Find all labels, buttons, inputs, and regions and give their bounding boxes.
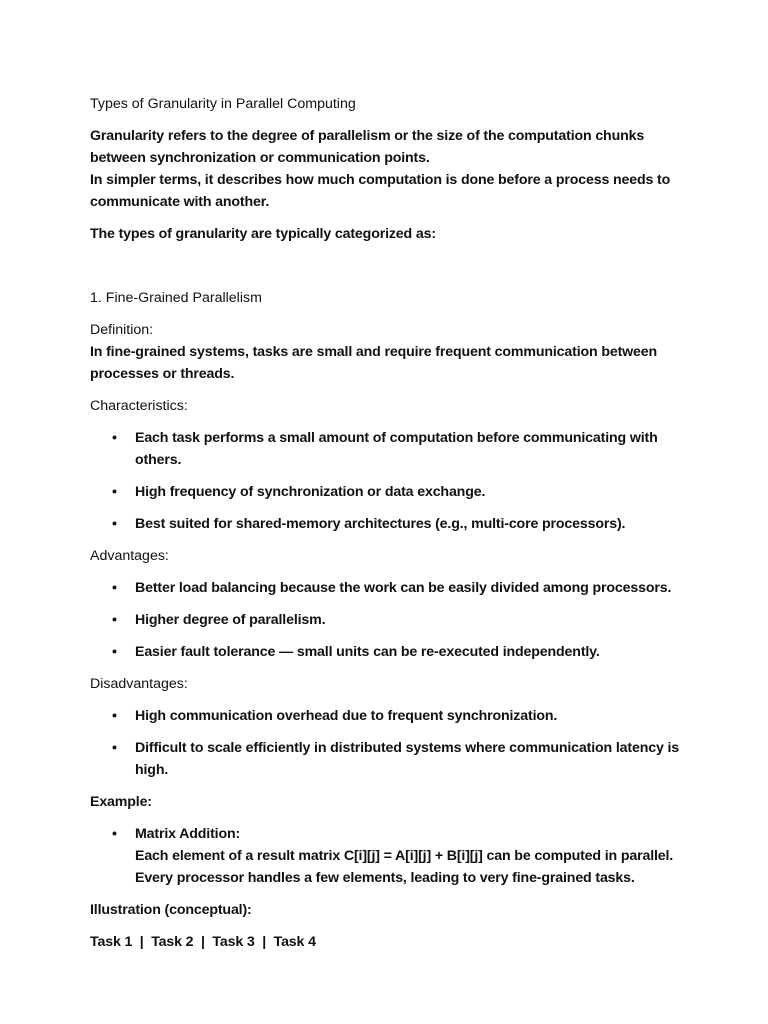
bullet-icon: •: [112, 430, 117, 446]
example-label: Example:: [90, 794, 152, 810]
advantages-list: [90, 577, 700, 663]
example-title: Matrix Addition:: [135, 826, 241, 842]
list-item: • Best suited for shared-memory architectures (e.g., multi-core processors).: [90, 513, 700, 535]
characteristics-list: [90, 427, 700, 535]
definition-block: [90, 319, 700, 385]
advantages-label: Advantages:: [90, 548, 169, 564]
disadvantages-label: Disadvantages:: [90, 676, 188, 692]
bullet-icon: •: [112, 612, 117, 628]
categorized-text: The types of granularity are typically categorized as:: [90, 226, 436, 242]
example-line-2: Every processor handles a few elements, leading to very fine-grained tasks.: [135, 870, 635, 886]
list-item: • Each task performs a small amount of computation before communicating with others.: [90, 427, 700, 471]
list-item: • High communication overhead due to frequent synchronization.: [90, 705, 700, 727]
list-item: • Better load balancing because the work can be easily divided among processors.: [90, 577, 700, 599]
bullet-icon: •: [112, 826, 117, 842]
bullet-icon: •: [112, 580, 117, 596]
bullet-icon: •: [112, 644, 117, 660]
document-content: [90, 93, 700, 953]
characteristics-label: Characteristics:: [90, 398, 188, 414]
example-line-1: Each element of a result matrix C[i][j] = A[i][j] + B[i][j] can be computed in parallel.: [135, 848, 674, 864]
list-item: • High frequency of synchronization or data exchange.: [90, 481, 700, 503]
bullet-icon: •: [112, 740, 117, 756]
definition-label: Definition:: [90, 322, 154, 338]
intro-line-2: In simpler terms, it describes how much computation is done before a process needs to communicate with another.: [90, 172, 671, 210]
list-item: • Difficult to scale efficiently in distributed systems where communication latency is high.: [90, 737, 700, 781]
intro-paragraph: [90, 125, 700, 213]
list-item: [90, 823, 700, 889]
list-item: • Higher degree of parallelism.: [90, 609, 700, 631]
disadvantages-list: [90, 705, 700, 781]
bullet-icon: •: [112, 708, 117, 724]
intro-line-1: Granularity refers to the degree of parallelism or the size of the computation chunks between synchronization or communication points.: [90, 128, 645, 166]
illustration-label: Illustration (conceptual):: [90, 902, 252, 918]
example-list: [90, 823, 700, 889]
bullet-icon: •: [112, 516, 117, 532]
list-item: • Easier fault tolerance — small units can be re-executed independently.: [90, 641, 700, 663]
section-heading: 1. Fine-Grained Parallelism: [90, 290, 262, 306]
document-title: Types of Granularity in Parallel Computing: [90, 96, 356, 112]
illustration-tasks: Task 1 | Task 2 | Task 3 | Task 4: [90, 934, 316, 950]
definition-text: In fine-grained systems, tasks are small and require frequent communication between processes or threads.: [90, 344, 658, 382]
bullet-icon: •: [112, 484, 117, 500]
